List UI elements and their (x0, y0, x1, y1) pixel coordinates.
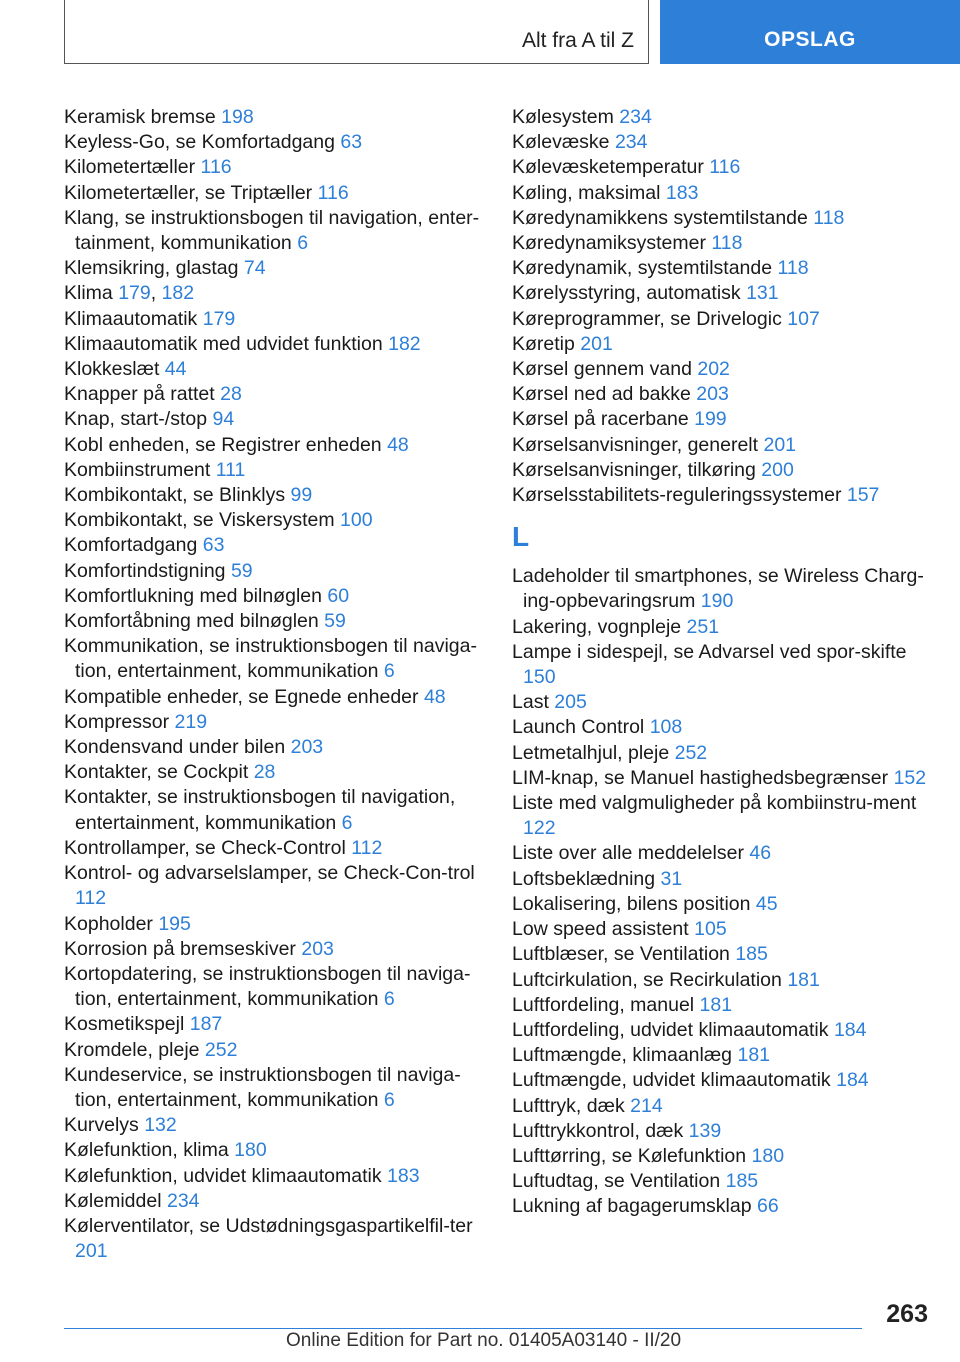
index-term: Knapper på rattet (64, 383, 215, 406)
index-term: Kurvelys (64, 1114, 139, 1137)
page-link[interactable]: 179 (118, 282, 151, 305)
page-link[interactable]: 234 (619, 106, 652, 128)
index-term: Kombikontakt, se Blinklys (64, 484, 286, 507)
index-term: Klang, se instruktionsbogen til navigation, enter‐tainment, kommunikation (64, 206, 480, 255)
index-term: Klimaautomatik (64, 307, 198, 330)
index-entry (64, 710, 484, 735)
index-entry (512, 483, 932, 508)
index-term: Kundeservice, se instruktionsbogen til naviga‐tion, entertainment, kommunikation (64, 1063, 461, 1111)
index-term: Keramisk bremse (64, 106, 216, 128)
index-entry (512, 1018, 932, 1043)
page-link[interactable]: 202 (697, 358, 730, 381)
page-link[interactable]: 252 (204, 1038, 238, 1061)
page-link[interactable]: 201 (763, 433, 797, 456)
index-entry (512, 640, 932, 690)
index-entry (64, 1189, 484, 1214)
index-entry (64, 1038, 484, 1063)
index-entry: Klima 179, 182 (64, 282, 195, 305)
index-entry (64, 785, 484, 835)
index-term: Kromdele, pleje (64, 1038, 200, 1061)
index-entry (64, 1138, 484, 1163)
page-link[interactable]: 219 (174, 710, 208, 733)
index-entry (512, 332, 932, 357)
index-term: Kølefunktion, udvidet klimaautomatik (64, 1164, 382, 1187)
index-entry (512, 993, 932, 1018)
index-term: Kørselsstabilitets-reguleringssystemer (512, 484, 842, 507)
index-entry (512, 1194, 932, 1219)
page-link[interactable]: 112 (75, 887, 107, 910)
page-link[interactable]: 184 (833, 1018, 867, 1041)
page-link[interactable]: 45 (755, 892, 778, 915)
page-link[interactable]: 184 (836, 1069, 869, 1092)
index-entry (512, 357, 932, 382)
index-entry (512, 1119, 932, 1144)
index-entry (64, 1012, 484, 1037)
index-term: Luftudtag, se Ventilation (512, 1170, 721, 1193)
page-link[interactable]: 180 (234, 1139, 267, 1162)
index-term: Kørsel på racerbane (512, 408, 689, 431)
page-link[interactable]: 48 (387, 433, 409, 456)
index-term: Kopholder (64, 912, 153, 935)
index-entry (512, 766, 932, 791)
index-term: Kølevæske (512, 131, 610, 154)
index-entry (512, 1169, 932, 1194)
index-entry (64, 634, 484, 684)
index-term: LIM-knap, se Manuel hastighedsbegrænser (512, 766, 889, 789)
index-entry (64, 382, 484, 407)
index-entry (512, 155, 932, 180)
index-term: Klimaautomatik med udvidet funktion (64, 332, 383, 355)
index-term: Luftfordeling, udvidet klimaautomatik (512, 1018, 829, 1041)
index-entry (64, 533, 484, 558)
footer-divider (64, 1328, 862, 1329)
index-term: Loftsbeklædning (512, 867, 656, 890)
page-link[interactable]: 48 (423, 685, 446, 708)
index-entry (64, 130, 484, 155)
page-link[interactable]: 182 (161, 282, 195, 305)
page-link[interactable]: 112 (351, 836, 383, 859)
page-link[interactable]: 100 (340, 509, 373, 532)
index-term: Kortopdatering, se instruktionsbogen til naviga‐tion, entertainment, kommunikation (64, 962, 471, 1011)
page-link[interactable]: 6 (383, 660, 395, 683)
page-link[interactable]: 28 (253, 761, 276, 784)
index-entry (512, 892, 932, 917)
index-term: Komfortadgang (64, 534, 198, 557)
page-link[interactable]: 107 (787, 307, 820, 330)
index-term: Launch Control (512, 716, 645, 739)
index-entry (512, 1144, 932, 1169)
index-term: Lufttryk, dæk (512, 1094, 625, 1117)
index-term: Korrosion på bremseskiver (64, 937, 296, 960)
index-entry (64, 584, 484, 609)
index-term: Luftmængde, klimaanlæg (512, 1044, 733, 1067)
page-link[interactable]: 46 (749, 842, 772, 865)
page-link[interactable]: 205 (554, 691, 587, 714)
page-link[interactable]: 94 (212, 408, 235, 431)
page-link[interactable]: 74 (243, 257, 266, 280)
index-term: Klokkeslæt (64, 358, 160, 381)
page-link[interactable]: 152 (893, 766, 927, 789)
page-link[interactable]: 105 (694, 918, 727, 941)
index-term: Kørsel gennem vand (512, 358, 692, 381)
page-link[interactable]: 201 (580, 332, 613, 355)
index-entry (64, 407, 484, 432)
index-term: Klima (64, 282, 113, 305)
index-entry (512, 968, 932, 993)
index-term: Kørsel ned ad bakke (512, 383, 691, 406)
index-term: Kontrol- og advarselslamper, se Check-Con‐trol (64, 862, 475, 885)
index-entry (512, 741, 932, 766)
page-link[interactable]: 185 (735, 943, 768, 966)
index-entry (64, 508, 484, 533)
index-term: Kontrollamper, se Check-Control (64, 836, 346, 859)
page-link[interactable]: 6 (383, 1088, 395, 1111)
index-term: Komfortåbning med bilnøglen (64, 610, 319, 633)
index-term: Lakering, vognpleje (512, 615, 682, 638)
index-group-k (512, 105, 932, 508)
index-term: Keyless-Go, se Komfortadgang (64, 131, 335, 154)
index-term: Lokalisering, bilens position (512, 892, 751, 915)
index-entry (512, 382, 932, 407)
index-entry (512, 281, 932, 306)
index-entry (64, 105, 484, 130)
index-entry (64, 458, 484, 483)
page-link[interactable]: 6 (383, 988, 395, 1011)
index-term: Kosmetikspejl (64, 1013, 185, 1036)
page-link[interactable]: 180 (751, 1144, 785, 1167)
page-link[interactable]: 183 (387, 1164, 420, 1187)
index-term: Kølevæsketemperatur (512, 156, 704, 179)
index-entry (512, 867, 932, 892)
index-entry (512, 791, 932, 841)
index-entry (512, 458, 932, 483)
page-link[interactable]: 181 (699, 993, 733, 1016)
index-entry (64, 861, 484, 911)
index-term: Kørelysstyring, automatisk (512, 282, 741, 305)
index-entry (64, 609, 484, 634)
index-entry (64, 836, 484, 861)
index-term: Luftmængde, udvidet klimaautomatik (512, 1069, 831, 1092)
page-link[interactable]: 179 (202, 307, 236, 330)
page-link[interactable]: 182 (388, 332, 421, 355)
index-entry (512, 181, 932, 206)
index-entry (64, 433, 484, 458)
page-link[interactable]: 131 (746, 282, 779, 305)
index-entry (512, 307, 932, 332)
page-link[interactable]: 118 (813, 206, 845, 229)
page-link[interactable]: 198 (221, 106, 254, 128)
index-term: Kombiinstrument (64, 458, 211, 481)
page-link[interactable]: 6 (297, 232, 309, 255)
index-term: Lufttørring, se Kølefunktion (512, 1144, 747, 1167)
page-link[interactable]: 116 (709, 156, 741, 179)
page-link[interactable]: 150 (523, 666, 556, 689)
page-link[interactable]: 183 (665, 181, 699, 204)
page-link[interactable]: 99 (290, 484, 313, 507)
index-entry (512, 433, 932, 458)
index-term: Kobl enheden, se Registrer enheden (64, 433, 382, 456)
index-term: Køredynamiksystemer (512, 232, 706, 255)
index-entry (64, 962, 484, 1012)
index-term: Luftfordeling, manuel (512, 993, 695, 1016)
index-entry (64, 1113, 484, 1138)
index-term: Kølefunktion, klima (64, 1139, 229, 1162)
index-entry (64, 1214, 484, 1264)
index-entry (512, 841, 932, 866)
page-link[interactable]: 187 (189, 1013, 223, 1036)
index-entry (512, 917, 932, 942)
index-term: Letmetalhjul, pleje (512, 741, 670, 764)
index-entry (64, 332, 484, 357)
page-link[interactable]: 203 (301, 937, 334, 960)
index-term: Kompressor (64, 710, 170, 733)
page-link[interactable]: 190 (700, 590, 734, 613)
tab-opslag[interactable] (660, 0, 960, 64)
header-frame (64, 0, 649, 64)
index-term: Low speed assistent (512, 918, 689, 941)
index-entry (512, 1068, 932, 1093)
index-entry (64, 1164, 484, 1189)
index-entry (512, 231, 932, 256)
page-link[interactable]: 63 (340, 131, 363, 154)
index-term: Køreprogrammer, se Drivelogic (512, 307, 782, 330)
index-term: Kørselsanvisninger, generelt (512, 433, 759, 456)
index-entry (64, 206, 484, 256)
index-term: Kompatible enheder, se Egnede enheder (64, 685, 419, 708)
index-term: Luftblæser, se Ventilation (512, 943, 730, 966)
index-column-left (64, 105, 484, 1264)
index-entry (64, 256, 484, 281)
page-link[interactable]: 59 (230, 559, 253, 582)
page-link[interactable]: 203 (696, 383, 729, 406)
page-link[interactable]: 118 (711, 232, 743, 255)
index-term: Køredynamikkens systemtilstande (512, 206, 808, 229)
index-term: Kontakter, se instruktionsbogen til navigation, entertainment, kommunikation (64, 786, 456, 834)
index-entry (512, 690, 932, 715)
index-term: Kølemiddel (64, 1189, 162, 1212)
index-entry (512, 615, 932, 640)
index-term: Klemsikring, glastag (64, 257, 239, 280)
section-title: Alt fra A til Z (521, 29, 634, 52)
index-entry (512, 942, 932, 967)
index-entry (512, 256, 932, 281)
page-link[interactable]: 132 (144, 1114, 177, 1137)
page-link[interactable]: 251 (686, 615, 720, 638)
page-link[interactable]: 139 (688, 1119, 722, 1142)
page-link[interactable]: 122 (523, 817, 556, 840)
page-link[interactable]: 203 (290, 736, 324, 759)
index-term: Kilometertæller (64, 156, 196, 179)
page-link[interactable]: 201 (75, 1240, 108, 1263)
page-link[interactable]: 44 (164, 358, 187, 381)
page-link[interactable]: 66 (757, 1195, 779, 1218)
page-link[interactable]: 157 (846, 484, 880, 507)
index-term: Kommunikation, se instruktionsbogen til naviga‐tion, entertainment, kommunikation (64, 635, 477, 683)
page-link[interactable]: 28 (220, 383, 242, 406)
index-entry (512, 407, 932, 432)
index-entry (64, 181, 484, 206)
page-number: 263 (886, 1300, 928, 1328)
page-link[interactable]: 181 (787, 968, 820, 991)
index-group-l (512, 564, 932, 1219)
index-entry (64, 685, 484, 710)
index-term: Komfortindstigning (64, 559, 226, 582)
page-link[interactable]: 60 (327, 584, 350, 607)
page-link[interactable]: 116 (200, 156, 232, 179)
index-term: Kølesystem (512, 106, 614, 128)
index-term: Kølerventilator, se Udstødningsgaspartikelfil‐ter (64, 1214, 473, 1237)
index-entry (512, 206, 932, 231)
index-entry (512, 105, 932, 130)
page-link[interactable]: 6 (341, 811, 353, 834)
index-term: Lufttrykkontrol, dæk (512, 1119, 684, 1142)
index-term: Liste over alle meddelelser (512, 842, 744, 865)
index-column-right (512, 105, 932, 1220)
index-entry (512, 130, 932, 155)
index-term: Kombikontakt, se Viskersystem (64, 509, 335, 532)
footer-edition-text: Online Edition for Part no. 01405A03140 - II/20 (286, 1330, 682, 1351)
index-entry (64, 912, 484, 937)
index-entry (64, 483, 484, 508)
index-term: Kondensvand under bilen (64, 736, 286, 759)
index-term: Ladeholder til smartphones, se Wireless Charg‐ing-opbevaringsrum (512, 565, 924, 613)
index-entry (64, 735, 484, 760)
index-entry (512, 1043, 932, 1068)
letter-heading-l: L (512, 521, 530, 553)
index-term: Luftcirkulation, se Recirkulation (512, 968, 782, 991)
index-term: Liste med valgmuligheder på kombiinstru‐ment (512, 792, 917, 815)
index-entry (512, 1094, 932, 1119)
index-term: Køretip (512, 332, 575, 355)
page-link[interactable]: 200 (761, 458, 794, 481)
page-link[interactable]: 234 (166, 1189, 200, 1212)
page-link[interactable]: 185 (725, 1170, 759, 1193)
page-link[interactable]: 116 (317, 181, 349, 204)
page-link[interactable]: 59 (324, 610, 346, 633)
index-term: Kilometertæller, se Triptæller (64, 181, 313, 204)
page-link[interactable]: 108 (649, 716, 683, 739)
page-link[interactable]: 199 (694, 408, 727, 431)
index-entry (64, 1063, 484, 1113)
index-term: Køling, maksimal (512, 181, 661, 204)
index-entry (64, 357, 484, 382)
page-link[interactable]: 234 (614, 131, 648, 154)
index-entry (64, 155, 484, 180)
index-entry (64, 937, 484, 962)
index-entry (512, 564, 932, 614)
index-term: Køredynamik, systemtilstande (512, 257, 773, 280)
page-link[interactable]: 63 (202, 534, 225, 557)
page-link[interactable]: 252 (674, 741, 708, 764)
page-link[interactable]: 31 (660, 867, 683, 890)
page-link[interactable]: 111 (215, 458, 246, 481)
index-term: Lampe i sidespejl, se Advarsel ved spor‐skifte (512, 640, 907, 663)
index-term: Kørselsanvisninger, tilkøring (512, 458, 756, 481)
index-entry (512, 715, 932, 740)
page-link[interactable]: 118 (777, 257, 809, 280)
index-entry (64, 307, 484, 332)
page-link[interactable]: 195 (158, 912, 191, 935)
index-entry (64, 760, 484, 785)
index-term: Knap, start-/stop (64, 408, 208, 431)
index-term: Last (512, 691, 549, 714)
page-link[interactable]: 214 (630, 1094, 663, 1117)
index-entry (64, 559, 484, 584)
index-term: Komfortlukning med bilnøglen (64, 584, 322, 607)
tab-label: OPSLAG (764, 28, 856, 51)
page-link[interactable]: 181 (737, 1044, 771, 1067)
index-term: Kontakter, se Cockpit (64, 761, 249, 784)
index-term: Lukning af bagagerumsklap (512, 1195, 752, 1218)
